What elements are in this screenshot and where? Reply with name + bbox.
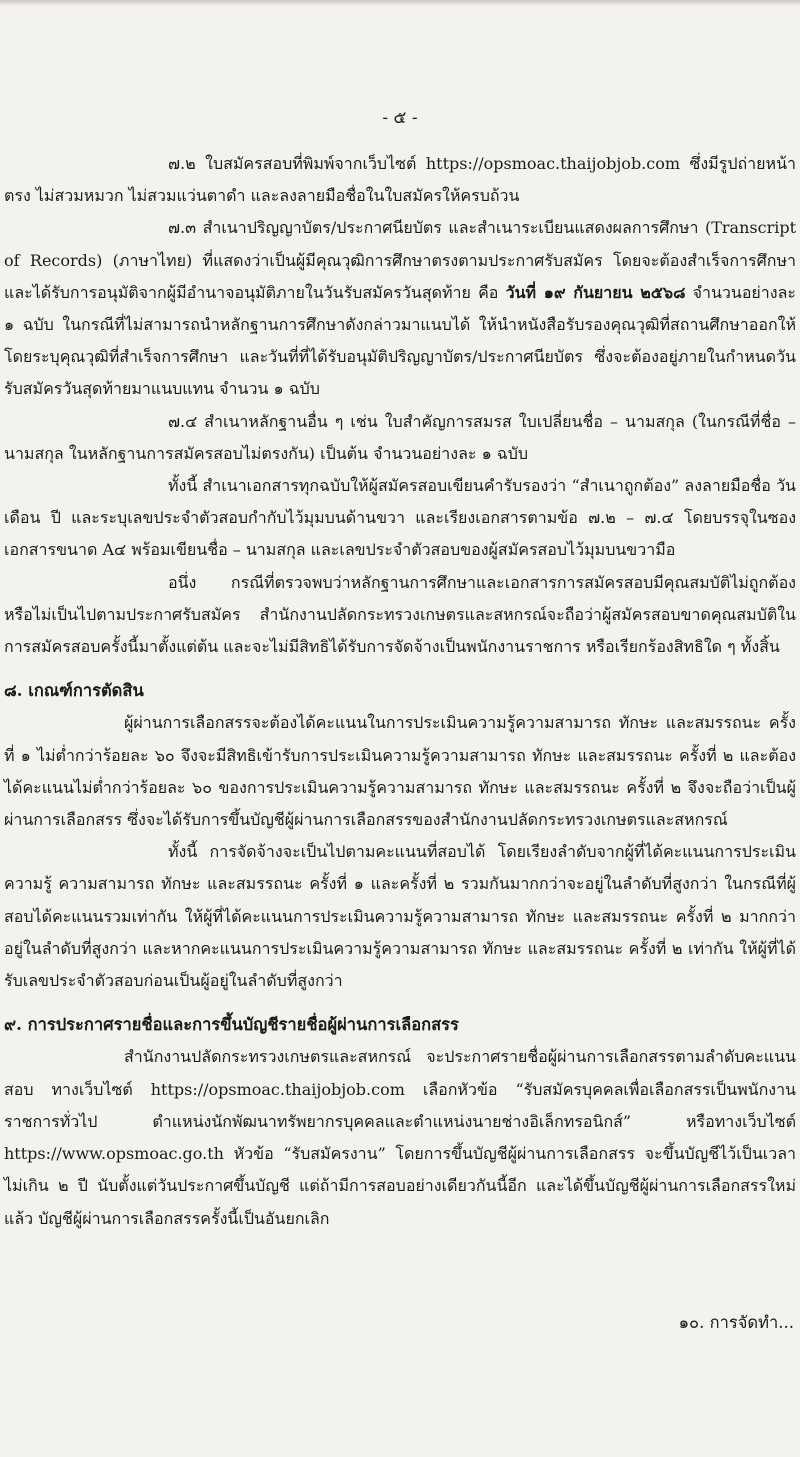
item-7-3 [4, 212, 796, 405]
document-body [0, 148, 800, 1235]
section-9-para-1: สำนักงานปลัดกระทรวงเกษตรและสหกรณ์ จะประกาศรายชื่อผู้ผ่านการเลือกสรรตามลำดับคะแนนสอบ ทางเว็บไซต์ https://opsmoac.thaijobjob.com เลือกหัวข้อ “รับสมัครบุคคลเพื่อเลือกสรรเป็นพนักงานราชการทั่วไป ตำแหน่งนักพัฒนาทรัพยากรบุคคลและตำแหน่งนายช่างอิเล็กทรอนิกส์” หรือทางเว็บไซต์ https://www.opsmoac.go.th หัวข้อ “รับสมัครงาน” โดยการขึ้นบัญชีผู้ผ่านการเลือกสรร จะขึ้นบัญชีไว้เป็นเวลาไม่เกิน ๒ ปี นับตั้งแต่วันประกาศขึ้นบัญชี แต่ถ้ามีการสอบอย่างเดียวกันนี้อีก และได้ขึ้นบัญชีผู้ผ่านการเลือกสรรใหม่แล้ว บัญชีผู้ผ่านการเลือกสรรครั้งนี้เป็นอันยกเลิก [4, 1047, 796, 1228]
item-7-3-text: ๗.๓ สำเนาปริญญาบัตร/ประกาศนียบัตร และสำเนาระเบียนแสดงผลการศึกษา (Transcript of Records) (ภาษาไทย) ที่แสดงว่าเป็นผู้มีคุณวุฒิการศึกษาตรงตามประกาศรับสมัคร โดยจะต้องสำเร็จการศึกษาและได้รับการอนุมัติจากผู้มีอำนาจอนุมัติภายในวันรับสมัครวันสุดท้าย คือ [4, 218, 796, 302]
next-page-hint: ๑๐. การจัดทำ... [678, 1313, 794, 1332]
section-8-heading: ๘. เกณฑ์การตัดสิน [4, 681, 144, 701]
item-7-3-text-cont: จำนวนอย่างละ ๑ ฉบับ ในกรณีที่ไม่สามารถนำหลักฐานการศึกษาดังกล่าวมาแนบได้ ให้นำหนังสือรับรองคุณวุฒิที่สถานศึกษาออกให้ โดยระบุคุณวุฒิที่สำเร็จการศึกษา และวันที่ที่ได้รับอนุมัติปริญญาบัตร/ประกาศนียบัตร ซึ่งจะต้องอยู่ภายในกำหนดวันรับสมัครวันสุดท้ายมาแนบแทน จำนวน ๑ ฉบับ [4, 282, 797, 399]
section-8-para-2: ทั้งนี้ การจัดจ้างจะเป็นไปตามคะแนนที่สอบได้ โดยเรียงลำดับจากผู้ที่ได้คะแนนการประเมินความรู้ ความสามารถ ทักษะ และสมรรถนะ ครั้งที่ ๑ และครั้งที่ ๒ รวมกันมากกว่าจะอยู่ในลำดับที่สูงกว่า ในกรณีที่ผู้สอบได้คะแนนรวมเท่ากัน ให้ผู้ที่ได้คะแนนการประเมินความรู้ความสามารถ ทักษะ และสมรรถนะ ครั้งที่ ๒ มากกว่าอยู่ในลำดับที่สูงกว่า และหากคะแนนการประเมินความรู้ความสามารถ ทักษะ และสมรรถนะ ครั้งที่ ๒ เท่ากัน ให้ผู้ที่ได้รับเลขประจำตัวสอบก่อนเป็นผู้อยู่ในลำดับที่สูงกว่า [4, 842, 796, 991]
page-number: - ๕ - [382, 108, 418, 128]
section-8-para-1: ผู้ผ่านการเลือกสรรจะต้องได้คะแนนในการประเมินความรู้ความสามารถ ทักษะ และสมรรถนะ ครั้งที่ ๑ ไม่ต่ำกว่าร้อยละ ๖๐ จึงจะมีสิทธิเข้ารับการประเมินความรู้ความสามารถ ทักษะ และสมรรถนะ ครั้งที่ ๒ และต้องได้คะแนนไม่ต่ำกว่าร้อยละ ๖๐ ของการประเมินความรู้ความสามารถ ทักษะ และสมรรถนะ ครั้งที่ ๒ จึงจะถือว่าเป็นผู้ผ่านการเลือกสรร ซึ่งจะได้รับการขึ้นบัญชีผู้ผ่านการเลือกสรรของสำนักงานปลัดกระทรวงเกษตรและสหกรณ์ [4, 713, 796, 830]
item-7-2: ๗.๒ ใบสมัครสอบที่พิมพ์จากเว็บไซต์ https://opsmoac.thaijobjob.com ซึ่งมีรูปถ่ายหน้าตรง ไม่สวมหมวก ไม่สวมแว่นตาดำ และลงลายมือชื่อในใบสมัครให้ครบถ้วน [4, 154, 796, 206]
section-9-heading: ๙. การประกาศรายชื่อและการขึ้นบัญชีรายชื่อผู้ผ่านการเลือกสรร [4, 1015, 459, 1035]
item-7-4: ๗.๔ สำเนาหลักฐานอื่น ๆ เช่น ใบสำคัญการสมรส ใบเปลี่ยนชื่อ – นามสกุล (ในกรณีที่ชื่อ – นามสกุล ในหลักฐานการสมัครสอบไม่ตรงกัน) เป็นต้น จำนวนอย่างละ ๑ ฉบับ [4, 411, 796, 463]
scan-top-edge [0, 0, 800, 6]
disqualify-note: อนึ่ง กรณีที่ตรวจพบว่าหลักฐานการศึกษาและเอกสารการสมัครสอบมีคุณสมบัติไม่ถูกต้อง หรือไม่เป็นไปตามประกาศรับสมัคร สำนักงานปลัดกระทรวงเกษตรและสหกรณ์จะถือว่าผู้สมัครสอบขาดคุณสมบัติในการสมัครสอบครั้งนี้มาตั้งแต่ต้น และจะไม่มีสิทธิได้รับการจัดจ้างเป็นพนักงานราชการ หรือเรียกร้องสิทธิใด ๆ ทั้งสิ้น [4, 572, 796, 657]
deadline-date: วันที่ ๑๙ กันยายน ๒๕๖๘ [505, 282, 686, 302]
certify-note: ทั้งนี้ สำเนาเอกสารทุกฉบับให้ผู้สมัครสอบเขียนคำรับรองว่า “สำเนาถูกต้อง” ลงลายมือชื่อ วัน เดือน ปี และระบุเลขประจำตัวสอบกำกับไว้มุมบนด้านขวา และเรียงเอกสารตามข้อ ๗.๒ – ๗.๔ โดยบรรจุในซองเอกสารขนาด A๔ พร้อมเขียนชื่อ – นามสกุล และเลขประจำตัวสอบของผู้สมัครสอบไว้มุมบนขวามือ [4, 476, 796, 560]
